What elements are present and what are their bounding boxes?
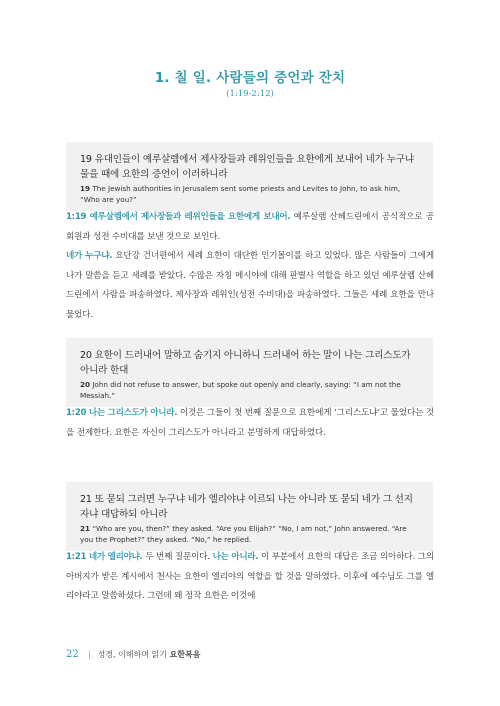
- verse-english: [80, 183, 421, 205]
- footer-separator: |: [88, 650, 91, 659]
- verse-english-number: 21: [80, 524, 91, 533]
- commentary-highlight: 네가 누구냐.: [66, 251, 113, 261]
- chapter-reference: (1:19-2:12): [226, 89, 274, 99]
- page-footer: [66, 649, 200, 660]
- commentary-1-21: [66, 548, 434, 607]
- commentary-1-20: [66, 404, 434, 443]
- verse-english-text: The Jewish authorities in Jerusalem sent some priests and Levites to John, to ask him, “Who are you?”: [80, 184, 401, 204]
- verse-english-number: 19: [80, 184, 91, 193]
- verse-korean: 20 요한이 드러내어 말하고 숨기지 아니하니 드러내어 하는 말이 나는 그리스도가 아니라 한대: [80, 350, 411, 376]
- chapter-title: 1. 칠 일. 사람들의 증언과 잔치: [154, 70, 346, 86]
- commentary-text: 이 부분에서 요한의 대답은 조금 의아하다. 그의 아버지가 받은 계시에서 천사는 요한이 엘리야의 역할을 할 것을 말하였다. 이후에 예수님도 그를 엘리야라고 말씀하셨다. 그런데 왜 정작 요한은 이것에: [66, 552, 434, 601]
- verse-english-number: 20: [80, 380, 91, 389]
- commentary-1-19: [66, 208, 434, 325]
- commentary-text: 이것은 그들이 첫 번째 질문으로 요한에게 ‘그리스도냐’고 물었다는 것을 전제한다. 요한은 자신이 그리스도가 아니라고 분명하게 대답하였다.: [66, 408, 434, 438]
- commentary-highlight: 1:19 예루살렘에서 제사장들과 레위인들을 요한에게 보내어.: [66, 212, 291, 222]
- commentary-text: 요단강 건너편에서 세례 요한이 대단한 인기몰이를 하고 있었다. 많은 사람들이 그에게 나가 말씀을 듣고 세례를 받았다. 수많은 자칭 메시야에 대해 판별사 역할을 하고 있던 예루살렘 산헤드린에서 사람을 파송하였다. 제사장과 레위인(성전 수비대)을 파송하였다. 그들은 세례 요한을 만나 물었다.: [66, 251, 434, 320]
- commentary-text: 두 번째 질문이다.: [145, 552, 211, 562]
- verse-korean: 19 유대인들이 예루살렘에서 제사장들과 레위인들을 요한에게 보내어 네가 누구냐 물을 때에 요한의 증언이 이러하니라: [80, 154, 414, 180]
- verse-english-text: John did not refuse to answer, but spoke out openly and clearly, saying: “I am not the Messiah.”: [80, 380, 401, 400]
- verse-box-21: [66, 482, 433, 551]
- verse-box-20: [66, 338, 433, 407]
- commentary-highlight: 나는 아니라.: [212, 552, 259, 562]
- verse-korean: 21 또 묻되 그러면 누구냐 네가 엘리야냐 이르되 나는 아니라 또 묻되 네가 그 선지자냐 대답하되 아니라: [80, 494, 413, 520]
- page-number: 22: [66, 649, 79, 660]
- book-name: 요한복음: [169, 649, 201, 659]
- commentary-highlight: 1:21 네가 엘리야냐.: [66, 552, 143, 562]
- verse-box-19: [66, 142, 433, 211]
- commentary-text: 예루살렘 산헤드린에서 공식적으로 공회원과 성전 수비대를 보낸 것으로 보인다.: [66, 212, 435, 242]
- book-series: 성경, 이해하며 읽기: [97, 650, 167, 659]
- verse-english-text: “Who are you, then?” they asked. “Are you Elijah?” “No, I am not,” John answered. “Are you the Prophet?” they asked. “No,” he replied.: [80, 524, 407, 544]
- verse-english: [80, 379, 421, 401]
- verse-english: [80, 523, 421, 545]
- commentary-highlight: 1:20 나는 그리스도가 아니라.: [66, 408, 178, 418]
